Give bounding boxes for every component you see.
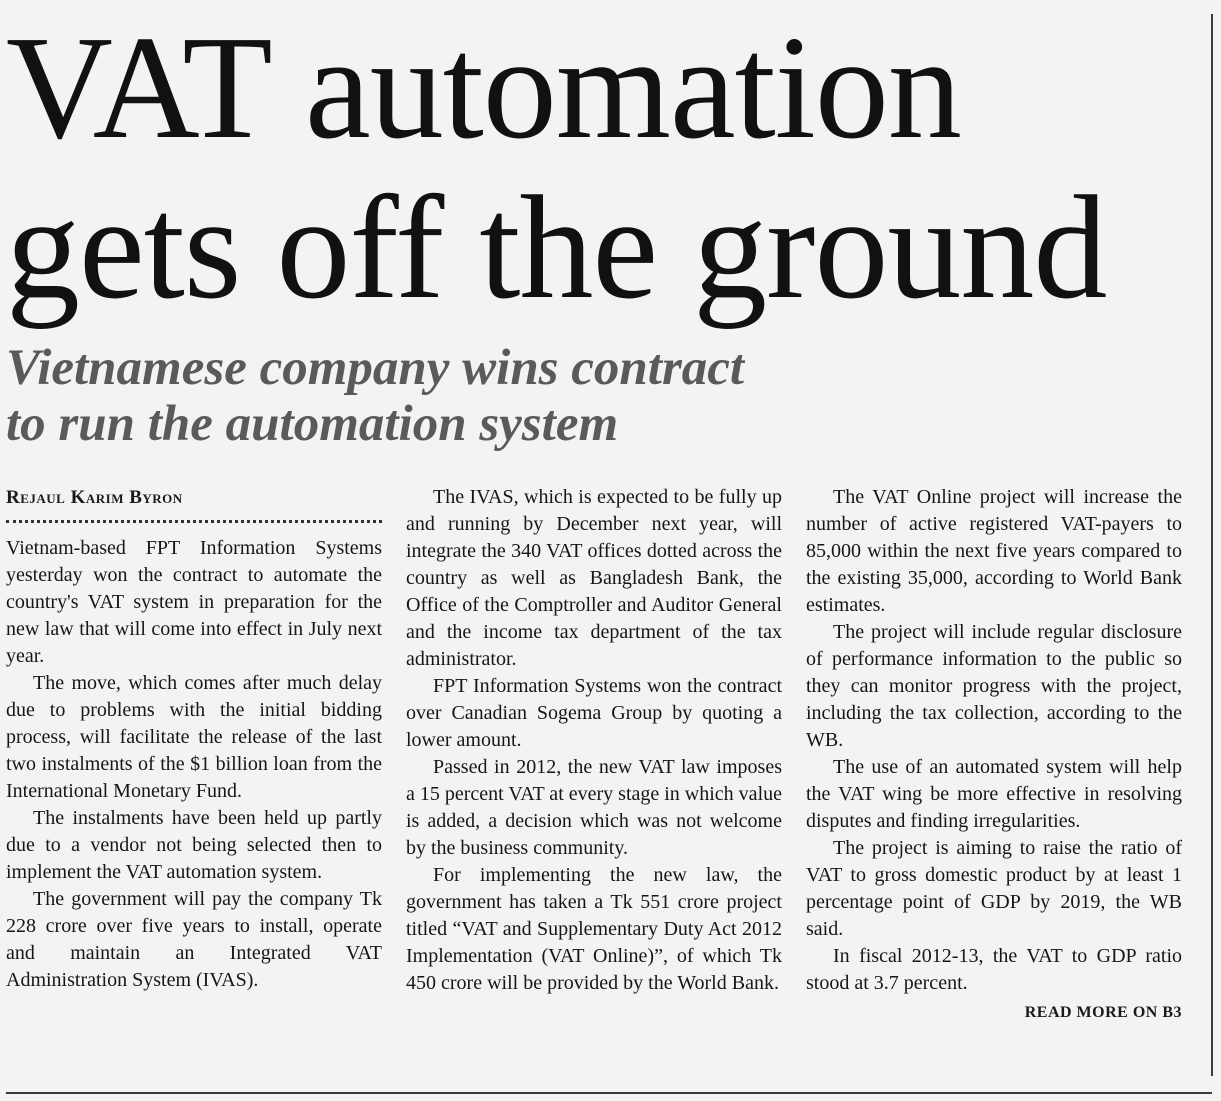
- paragraph: Passed in 2012, the new VAT law imposes a 15 percent VAT at every stage in which value is added, a decision which was not welcome by the business community.: [406, 756, 782, 859]
- read-more-jump-line: READ MORE ON B3: [1024, 1004, 1182, 1021]
- paragraph: For implementing the new law, the government has taken a Tk 551 crore project titled “VAT and Supplementary Duty Act 2012 Implementation (VAT Online)”, of which Tk 450 crore will be provided by the World Bank.: [406, 864, 782, 994]
- paragraph: The use of an automated system will help the VAT wing be more effective in resolving disputes and finding irregularities.: [806, 756, 1182, 832]
- paragraph: The project is aiming to raise the ratio of VAT to gross domestic product by at least 1 percentage point of GDP by 2019, the WB said.: [806, 837, 1182, 940]
- byline-divider: [6, 520, 382, 523]
- subheadline: [6, 340, 1206, 452]
- headline: [6, 8, 1206, 328]
- article-column-1: [6, 484, 382, 994]
- headline-line-1: VAT automation: [6, 6, 961, 170]
- column-rule-right: [1211, 14, 1213, 1076]
- subheadline-line-1: Vietnamese company wins contract: [6, 340, 745, 396]
- bottom-rule: [6, 1092, 1212, 1094]
- paragraph: The VAT Online project will increase the number of active registered VAT-payers to 85,000 within the next five years compared to the existing 35,000, according to World Bank estimates.: [806, 486, 1182, 616]
- headline-line-2: gets off the ground: [6, 166, 1107, 330]
- byline: Rejaul Karim Byron: [6, 487, 183, 508]
- paragraph: The instalments have been held up partly due to a vendor not being selected then to implement the VAT automation system.: [6, 807, 382, 883]
- paragraph: The government will pay the company Tk 228 crore over five years to install, operate and maintain an Integrated VAT Administration System (IVAS).: [6, 888, 382, 991]
- paragraph: The move, which comes after much delay due to problems with the initial bidding process, will facilitate the release of the last two instalments of the $1 billion loan from the International Monetary Fund.: [6, 672, 382, 802]
- paragraph: In fiscal 2012-13, the VAT to GDP ratio stood at 3.7 percent.: [806, 945, 1182, 994]
- article-column-2: [406, 484, 782, 997]
- paragraph: The IVAS, which is expected to be fully up and running by December next year, will integrate the 340 VAT offices dotted across the country as well as Bangladesh Bank, the Office of the Comptroller and Auditor General and the income tax department of the tax administrator.: [406, 486, 782, 670]
- paragraph: FPT Information Systems won the contract over Canadian Sogema Group by quoting a lower amount.: [406, 675, 782, 751]
- paragraph: Vietnam-based FPT Information Systems yesterday won the contract to automate the country's VAT system in preparation for the new law that will come into effect in July next year.: [6, 537, 382, 667]
- paragraph: The project will include regular disclosure of performance information to the public so they can monitor progress with the project, including the tax collection, according to the WB.: [806, 621, 1182, 751]
- article-column-3: [806, 484, 1182, 1026]
- subheadline-line-2: to run the automation system: [6, 396, 619, 452]
